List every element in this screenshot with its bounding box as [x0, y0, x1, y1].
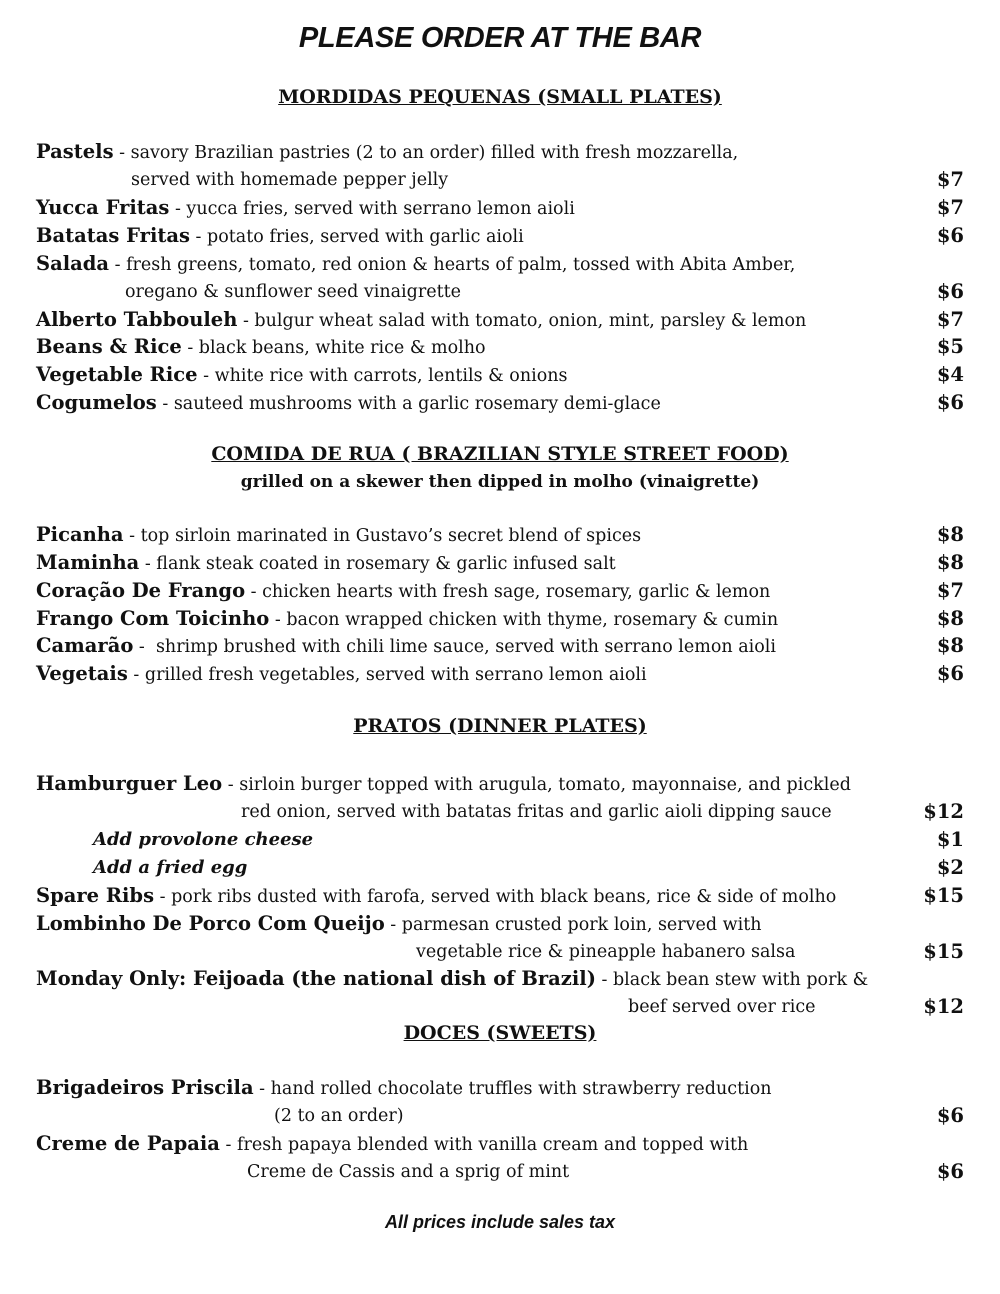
item-price: $15 — [923, 940, 964, 963]
item-description-continued: Creme de Cassis and a sprig of mint — [247, 1162, 570, 1182]
menu-item-alberto-tabbouleh — [36, 308, 806, 333]
item-name: Hamburguer Leo — [36, 772, 223, 795]
item-name: Brigadeiros Priscila — [36, 1076, 254, 1099]
menu-item-picanha — [36, 523, 641, 548]
addon-price: $2 — [936, 856, 964, 879]
item-description: - top sirloin marinated in Gustavo’s secret blend of spices — [123, 526, 642, 546]
menu-item-coracao-de-frango — [36, 579, 770, 604]
menu-item-beans-rice — [36, 335, 486, 360]
item-name: Vegetable Rice — [36, 363, 198, 386]
item-description: - grilled fresh vegetables, served with serrano lemon aioli — [127, 665, 647, 685]
section-heading-dinner-plates: PRATOS (DINNER PLATES) — [353, 715, 647, 737]
item-price: $8 — [936, 634, 964, 657]
item-price: $15 — [923, 884, 964, 907]
item-description: - hand rolled chocolate truffles with strawberry reduction — [253, 1079, 772, 1099]
item-name: Beans & Rice — [36, 335, 182, 358]
item-description-continued: oregano & sunflower seed vinaigrette — [125, 282, 461, 302]
item-price: $4 — [936, 363, 964, 386]
page-title: PLEASE ORDER AT THE BAR — [298, 22, 702, 54]
item-name: Salada — [36, 252, 110, 275]
item-description-continued: beef served over rice — [628, 997, 816, 1017]
item-price: $6 — [936, 1160, 964, 1183]
menu-item-vegetais — [36, 662, 647, 687]
item-name: Monday Only: Feijoada (the national dish of Brazil) — [36, 967, 596, 990]
item-price: $6 — [936, 224, 964, 247]
section-heading-sweets: DOCES (SWEETS) — [403, 1022, 597, 1044]
item-price: $7 — [936, 308, 964, 331]
menu-item-frango-com-toicinho — [36, 607, 778, 632]
item-description: - chicken hearts with fresh sage, rosemary, garlic & lemon — [245, 582, 771, 602]
item-description-continued: red onion, served with batatas fritas and garlic aioli dipping sauce — [241, 802, 832, 822]
item-price: $7 — [936, 168, 964, 191]
item-description-continued: served with homemade pepper jelly — [131, 170, 449, 190]
addon-fried-egg: Add a fried egg — [93, 857, 248, 878]
footer-note: All prices include sales tax — [384, 1212, 616, 1232]
item-description: - bulgur wheat salad with tomato, onion, mint, parsley & lemon — [237, 311, 807, 331]
item-name: Spare Ribs — [36, 884, 155, 907]
item-description: - shrimp brushed with chili lime sauce, served with serrano lemon aioli — [133, 637, 776, 657]
item-description: - black bean stew with pork & — [595, 970, 869, 990]
menu-item-brigadeiros-priscila — [36, 1076, 772, 1101]
item-description: - savory Brazilian pastries (2 to an order) filled with fresh mozzarella, — [113, 143, 739, 163]
item-price: $8 — [936, 607, 964, 630]
menu-item-feijoada — [36, 967, 868, 992]
item-price: $5 — [936, 335, 964, 358]
item-name: Camarão — [36, 634, 134, 657]
item-name: Frango Com Toicinho — [36, 607, 270, 630]
addon-price: $1 — [936, 828, 964, 851]
item-name: Lombinho De Porco Com Queijo — [36, 912, 385, 935]
item-description: - fresh greens, tomato, red onion & hearts of palm, tossed with Abita Amber, — [109, 255, 796, 275]
menu-item-yucca-fritas — [36, 196, 575, 221]
item-description-continued: (2 to an order) — [274, 1106, 404, 1126]
menu-item-creme-de-papaia — [36, 1132, 748, 1157]
item-description: - sirloin burger topped with arugula, tomato, mayonnaise, and pickled — [222, 775, 851, 795]
menu-item-lombinho-de-porco — [36, 912, 762, 937]
item-description: - black beans, white rice & molho — [181, 338, 486, 358]
item-description: - pork ribs dusted with farofa, served with black beans, rice & side of molho — [154, 887, 837, 907]
item-price: $7 — [936, 196, 964, 219]
menu-item-salada — [36, 252, 795, 277]
item-description: - white rice with carrots, lentils & onions — [197, 366, 568, 386]
addon-provolone-cheese: Add provolone cheese — [93, 829, 314, 850]
item-price: $6 — [936, 280, 964, 303]
item-price: $12 — [923, 995, 964, 1018]
item-price: $8 — [936, 523, 964, 546]
item-price: $6 — [936, 662, 964, 685]
item-name: Maminha — [36, 551, 140, 574]
item-name: Pastels — [36, 140, 114, 163]
item-name: Coração De Frango — [36, 579, 246, 602]
item-description: - yucca fries, served with serrano lemon aioli — [169, 199, 575, 219]
menu-item-maminha — [36, 551, 616, 576]
item-description: - bacon wrapped chicken with thyme, rosemary & cumin — [269, 610, 779, 630]
menu-item-camarao — [36, 634, 776, 659]
menu-item-batatas-fritas — [36, 224, 524, 249]
menu-item-vegetable-rice — [36, 363, 568, 388]
item-description: - potato fries, served with garlic aioli — [189, 227, 524, 247]
menu-item-cogumelos — [36, 391, 661, 416]
item-name: Picanha — [36, 523, 124, 546]
section-heading-small-plates: MORDIDAS PEQUENAS (SMALL PLATES) — [278, 86, 722, 108]
item-price: $7 — [936, 579, 964, 602]
item-price: $12 — [923, 800, 964, 823]
item-description-continued: vegetable rice & pineapple habanero salsa — [416, 942, 796, 962]
item-price: $6 — [936, 391, 964, 414]
item-name: Yucca Fritas — [36, 196, 170, 219]
item-name: Creme de Papaia — [36, 1132, 220, 1155]
menu-item-pastels — [36, 140, 738, 165]
section-heading-street-food: COMIDA DE RUA ( BRAZILIAN STYLE STREET FOOD) — [211, 443, 789, 465]
item-description: - flank steak coated in rosemary & garlic infused salt — [139, 554, 616, 574]
item-description: - fresh papaya blended with vanilla cream and topped with — [219, 1135, 749, 1155]
menu-item-spare-ribs — [36, 884, 836, 909]
item-description: - sauteed mushrooms with a garlic rosemary demi-glace — [156, 394, 661, 414]
item-name: Vegetais — [36, 662, 128, 685]
section-subheading-street-food: grilled on a skewer then dipped in molho (vinaigrette) — [240, 472, 760, 492]
item-price: $6 — [936, 1104, 964, 1127]
item-name: Batatas Fritas — [36, 224, 190, 247]
item-description: - parmesan crusted pork loin, served with — [384, 915, 762, 935]
item-name: Alberto Tabbouleh — [36, 308, 238, 331]
item-price: $8 — [936, 551, 964, 574]
menu-item-hamburguer-leo — [36, 772, 851, 797]
item-name: Cogumelos — [36, 391, 157, 414]
